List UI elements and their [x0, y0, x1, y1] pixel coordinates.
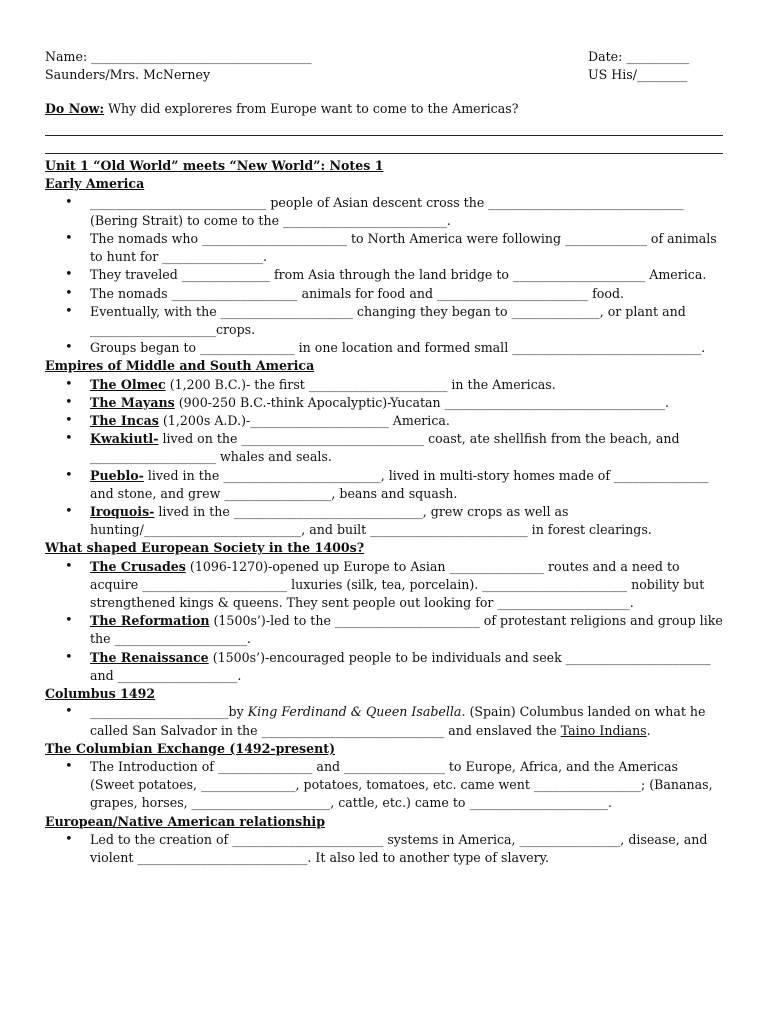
do-now-question: Why did exploreres from Europe want to come to the Americas? [104, 101, 519, 116]
term-incas: The Incas [90, 413, 159, 429]
iroquois-text: lived in the ______________________________, grew crops as well as hunting/_________________________, and built _________________________ in forest clearings. [90, 504, 652, 538]
list-item-pueblo [45, 467, 725, 503]
mayans-text: (900-250 B.C.-think Apocalyptic)-Yucatan ___________________________________. [174, 394, 670, 410]
list-item-columbus [45, 703, 725, 739]
list-item: • ____________________________ people of Asian descent cross the _______________________________ (Bering Strait) to come to the __________________________. [45, 194, 725, 230]
section-heading-early-america: Early America [45, 176, 145, 192]
list-item: • The nomads ____________________ animals for food and ________________________ food. [45, 285, 725, 303]
list-item-olmec [45, 376, 725, 394]
list-item-crusades [45, 558, 725, 613]
taino-text: Taino Indians [560, 722, 647, 738]
term-crusades: The Crusades [90, 558, 186, 574]
answer-line-2 [45, 136, 723, 154]
class-field: US His/________ [588, 67, 688, 82]
term-iroquois: Iroquois- [90, 504, 155, 520]
olmec-text: (1,200 B.C.)- the first ______________________ in the Americas. [165, 376, 556, 392]
columbus-text-b: . (Spain) Columbus landed on what he called San Salvador in the _____________________________ and enslaved the [90, 704, 706, 738]
list-item: • Groups began to _______________ in one location and formed small ______________________________. [45, 339, 725, 357]
list-item-kwakiutl [45, 430, 725, 466]
header-left [45, 48, 312, 84]
term-mayans: The Mayans [90, 394, 175, 410]
term-reformation: The Reformation [90, 613, 210, 629]
renaissance-text: (1500s’)-encouraged people to be individuals and seek _______________________ and ___________________. [90, 649, 711, 683]
columbian-exchange-list [45, 758, 725, 813]
list-item: • Led to the creation of ________________________ systems in America, ________________, disease, and violent ___________________________. It also led to another type of slavery. [45, 831, 725, 867]
date-field: Date: __________ [588, 49, 690, 64]
kwakiutl-text: lived on the _____________________________ coast, ate shellfish from the beach, and ____________________ whales and seals. [90, 431, 680, 465]
list-item: • The Introduction of _______________ and ________________ to Europe, Africa, and the Americas (Sweet potatoes, _______________, potatoes, tomatoes, etc. came went _________________; (Bananas, grapes, horses, ______________________, cattle, etc.) came to ______________________. [45, 758, 725, 813]
list-item-mayans [45, 394, 725, 412]
section-heading-relationship: European/Native American relationship [45, 813, 325, 829]
columbus-text-a: ______________________by [90, 704, 248, 720]
term-kwakiutl: Kwakiutl- [90, 431, 159, 447]
reformation-text: (1500s’)-led to the _______________________ of protestant religions and group like the _____________________. [90, 613, 723, 647]
answer-line-1 [45, 118, 723, 136]
relationship-list [45, 831, 725, 867]
list-item: • Eventually, with the _____________________ changing they began to ______________, or plant and ____________________crops. [45, 303, 725, 339]
list-item-reformation [45, 612, 725, 648]
term-olmec: The Olmec [90, 376, 166, 392]
list-item-incas [45, 412, 725, 430]
section-heading-empires: Empires of Middle and South America [45, 358, 315, 374]
list-item: • They traveled ______________ from Asia through the land bridge to _____________________ America. [45, 266, 725, 284]
term-pueblo: Pueblo- [90, 467, 144, 483]
teacher-line: Saunders/Mrs. McNerney [45, 67, 211, 82]
section-heading-columbus: Columbus 1492 [45, 686, 156, 702]
early-america-list [45, 194, 725, 358]
monarchs-text: King Ferdinand & Queen Isabella [247, 704, 462, 720]
do-now [45, 100, 725, 118]
list-item: • The nomads who _______________________ to North America were following _____________ of animals to hunt for ________________. [45, 230, 725, 266]
crusades-text: (1096-1270)-opened up Europe to Asian _______________ routes and a need to acquire _______________________ luxuries (silk, tea, porcelain). _______________________ nobility but strengthened kings & queens. They sent people out looking for _____________________. [90, 558, 705, 611]
section-heading-columbian-exchange: The Columbian Exchange (1492-present) [45, 740, 336, 756]
incas-text: (1,200s A.D.)-______________________ America. [158, 413, 450, 429]
unit-title: Unit 1 “Old World” meets “New World”: Notes 1 [45, 158, 384, 174]
header-right [588, 48, 689, 84]
worksheet-content [45, 100, 725, 867]
empires-list [45, 376, 725, 540]
name-field: Name: ___________________________________ [45, 49, 312, 64]
columbus-text-c: . [646, 722, 651, 738]
section-heading-european-society: What shaped European Society in the 1400s? [45, 540, 365, 556]
term-renaissance: The Renaissance [90, 649, 209, 665]
columbus-list [45, 703, 725, 739]
pueblo-text: lived in the _________________________, lived in multi-story homes made of _______________ and stone, and grew _________________, beans and squash. [90, 467, 709, 501]
list-item-renaissance [45, 649, 725, 685]
european-society-list [45, 558, 725, 685]
do-now-label: Do Now: [45, 101, 105, 116]
list-item-iroquois [45, 503, 725, 539]
